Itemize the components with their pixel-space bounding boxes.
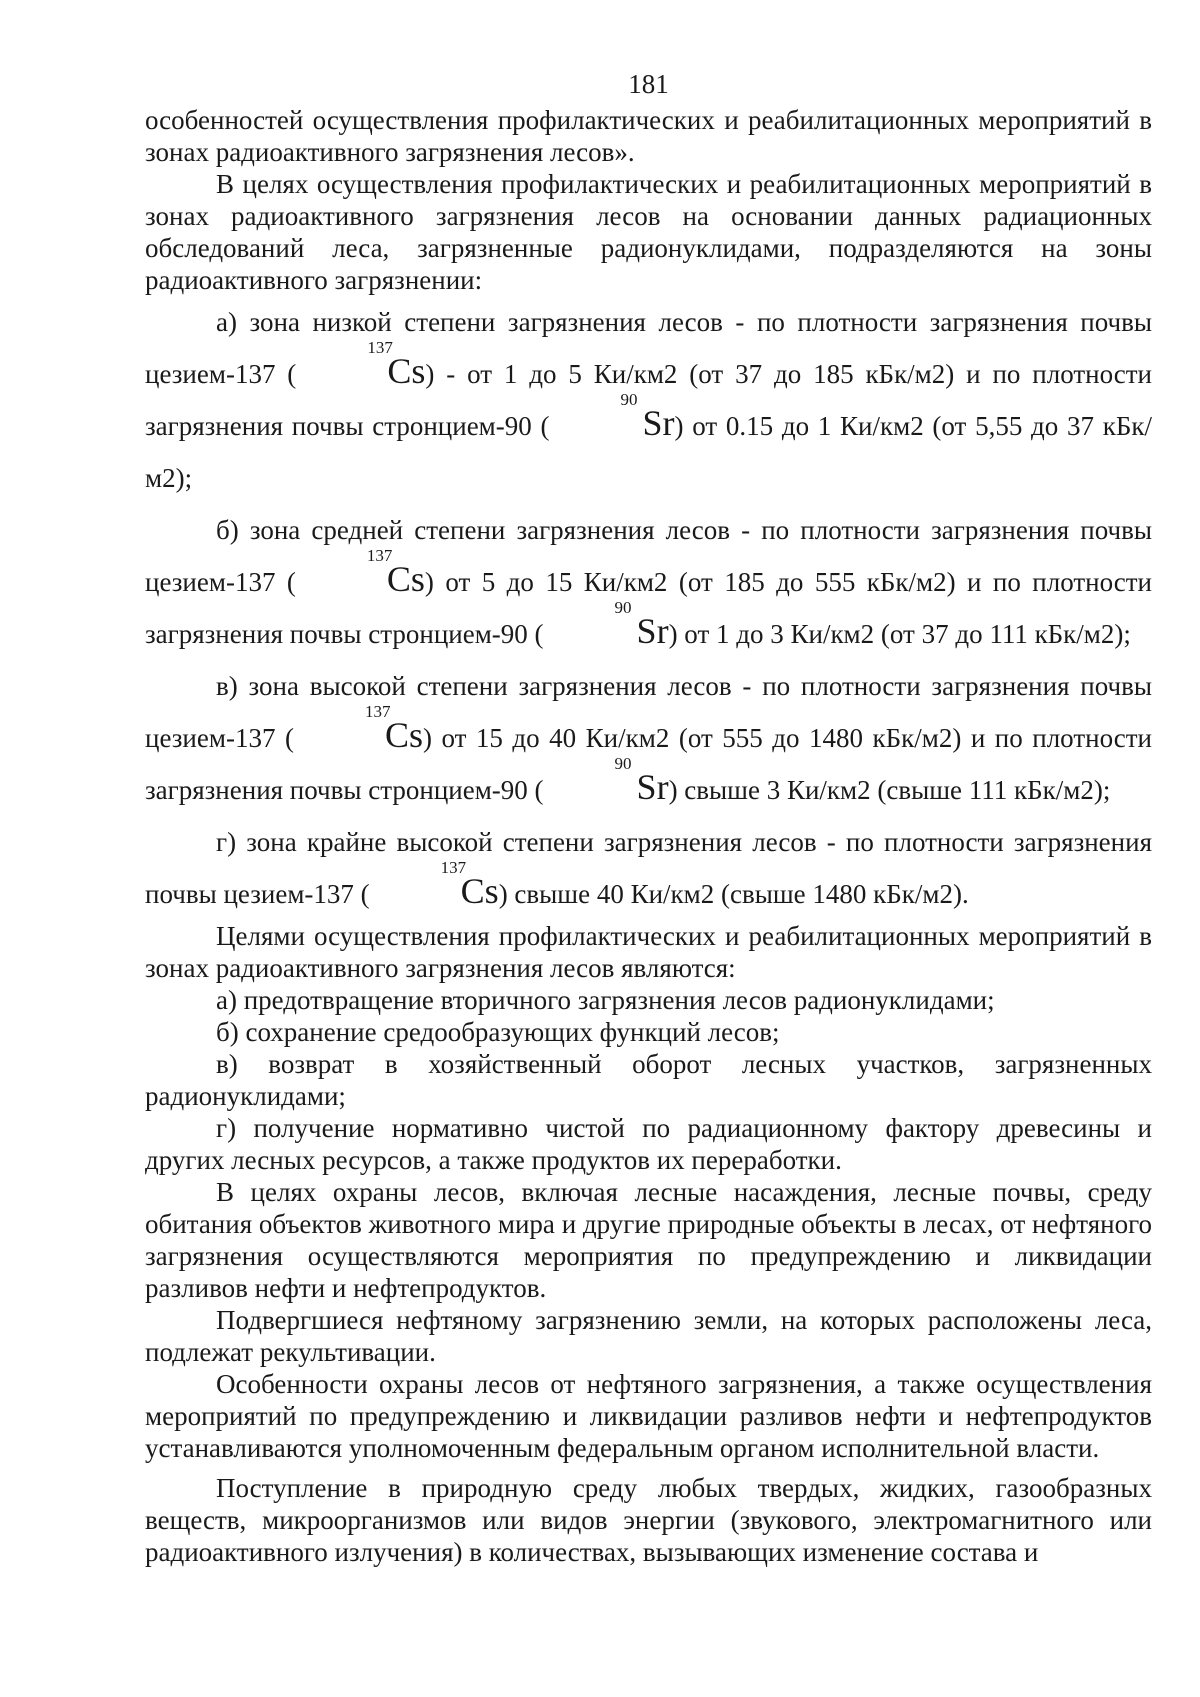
goal-item-v: в) возврат в хозяйственный оборот лесных участков, загрязненных радионуклидами; [145, 1049, 1152, 1111]
cesium-137-formula [296, 338, 426, 391]
paragraph-pollution-definition: Поступление в природную среду любых твердых, жидких, газообразных веществ, микроорганизмов или видов энергии (звукового, электромагнитного или радиоактивного излучения) в количествах, вызывающих изменение состава и [145, 1473, 1152, 1567]
strontium-90-formula [549, 390, 675, 443]
strontium-90-formula [544, 598, 669, 651]
cesium-137-formula [294, 702, 423, 755]
cesium-symbol: Cs [387, 351, 426, 391]
zone-a-text-2: ) - от 1 до 5 Ки/км2 (от 37 до 185 кБк/м2) и по плотности загрязнения почвы стронцием-90 ( [145, 359, 1152, 441]
zone-v-text-2: ) от 15 до 40 Ки/км2 (от 555 до 1480 кБк/м2) и по плотности загрязнения почвы стронцием-90 ( [145, 723, 1152, 805]
page-number: 181 [628, 69, 669, 99]
cesium-137-formula [296, 546, 425, 599]
strontium-mass-number: 90 [614, 754, 632, 773]
zone-g-text-1: г) зона крайне высокой степени загрязнения лесов - по плотности загрязнения почвы цезием-137 ( [145, 827, 1152, 909]
cesium-mass-number: 137 [364, 702, 391, 721]
paragraph-zones-intro: В целях осуществления профилактических и реабилитационных мероприятий в зонах радиоактивного загрязнения лесов на основании данных радиационных обследований леса, загрязненные радионуклидами, подразделяются на зоны радиоактивного загрязнении: [145, 169, 1152, 295]
zone-b-text-3: ) от 1 до 3 Ки/км2 (от 37 до 111 кБк/м2); [668, 619, 1131, 649]
strontium-symbol: Sr [636, 611, 669, 651]
zone-v-text-3: ) свыше 3 Ки/км2 (свыше 111 кБк/м2); [668, 775, 1111, 805]
zone-b-paragraph [145, 504, 1152, 660]
cesium-mass-number: 137 [440, 858, 467, 877]
cesium-mass-number: 137 [367, 338, 393, 357]
zone-g-paragraph [145, 816, 1152, 920]
cesium-symbol: Cs [384, 715, 423, 755]
paragraph-goals-intro: Целями осуществления профилактических и реабилитационных мероприятий в зонах радиоактивного загрязнения лесов являются: [145, 921, 1152, 983]
paragraph-recultivation: Подвергшиеся нефтяному загрязнению земли, на которых расположены леса, подлежат рекультивации. [145, 1305, 1152, 1367]
goal-item-g: г) получение нормативно чистой по радиационному фактору древесины и других лесных ресурсов, а также продуктов их переработки. [145, 1113, 1152, 1175]
zone-a-text-3: ) от 0.15 до 1 Ки/км2 (от 5,55 до 37 кБк/м2); [145, 411, 1152, 493]
cesium-mass-number: 137 [366, 546, 393, 565]
paragraph-oil-regulation: Особенности охраны лесов от нефтяного загрязнения, а также осуществления мероприятий по предупреждению и ликвидации разливов нефти и нефтепродуктов устанавливаются уполномоченным федеральным органом исполнительной власти. [145, 1369, 1152, 1463]
strontium-90-formula [544, 754, 669, 807]
paragraph-oil-protection: В целях охраны лесов, включая лесные насаждения, лесные почвы, среду обитания объектов животного мира и другие природные объекты в лесах, от нефтяного загрязнения осуществляются мероприятия по предупреждению и ликвидации разливов нефти и нефтепродуктов. [145, 1177, 1152, 1303]
zone-b-text-2: ) от 5 до 15 Ки/км2 (от 185 до 555 кБк/м2) и по плотности загрязнения почвы стронцием-90 ( [145, 567, 1152, 649]
cesium-symbol: Cs [460, 871, 499, 911]
strontium-mass-number: 90 [614, 598, 632, 617]
zone-a-paragraph [145, 296, 1152, 504]
strontium-symbol: Sr [636, 767, 669, 807]
goal-item-b: б) сохранение средообразующих функций лесов; [216, 1017, 780, 1047]
strontium-symbol: Sr [642, 403, 675, 443]
document-page [145, 64, 1152, 1568]
cesium-137-formula [370, 858, 499, 911]
zone-g-text-2: ) свыше 40 Ки/км2 (свыше 1480 кБк/м2). [498, 879, 969, 909]
zone-v-paragraph [145, 660, 1152, 816]
zone-b-text-1: б) зона средней степени загрязнения лесов - по плотности загрязнения почвы цезием-137 ( [145, 515, 1152, 597]
zone-a-text-1: а) зона низкой степени загрязнения лесов - по плотности загрязнения почвы цезием-137 ( [145, 307, 1152, 389]
cesium-symbol: Cs [386, 559, 425, 599]
goal-item-a: а) предотвращение вторичного загрязнения лесов радионуклидами; [216, 985, 995, 1015]
strontium-mass-number: 90 [620, 390, 638, 409]
paragraph-continuation: особенностей осуществления профилактических и реабилитационных мероприятий в зонах радиоактивного загрязнения лесов». [145, 105, 1152, 167]
zone-v-text-1: в) зона высокой степени загрязнения лесов - по плотности загрязнения почвы цезием-137 ( [145, 671, 1152, 753]
